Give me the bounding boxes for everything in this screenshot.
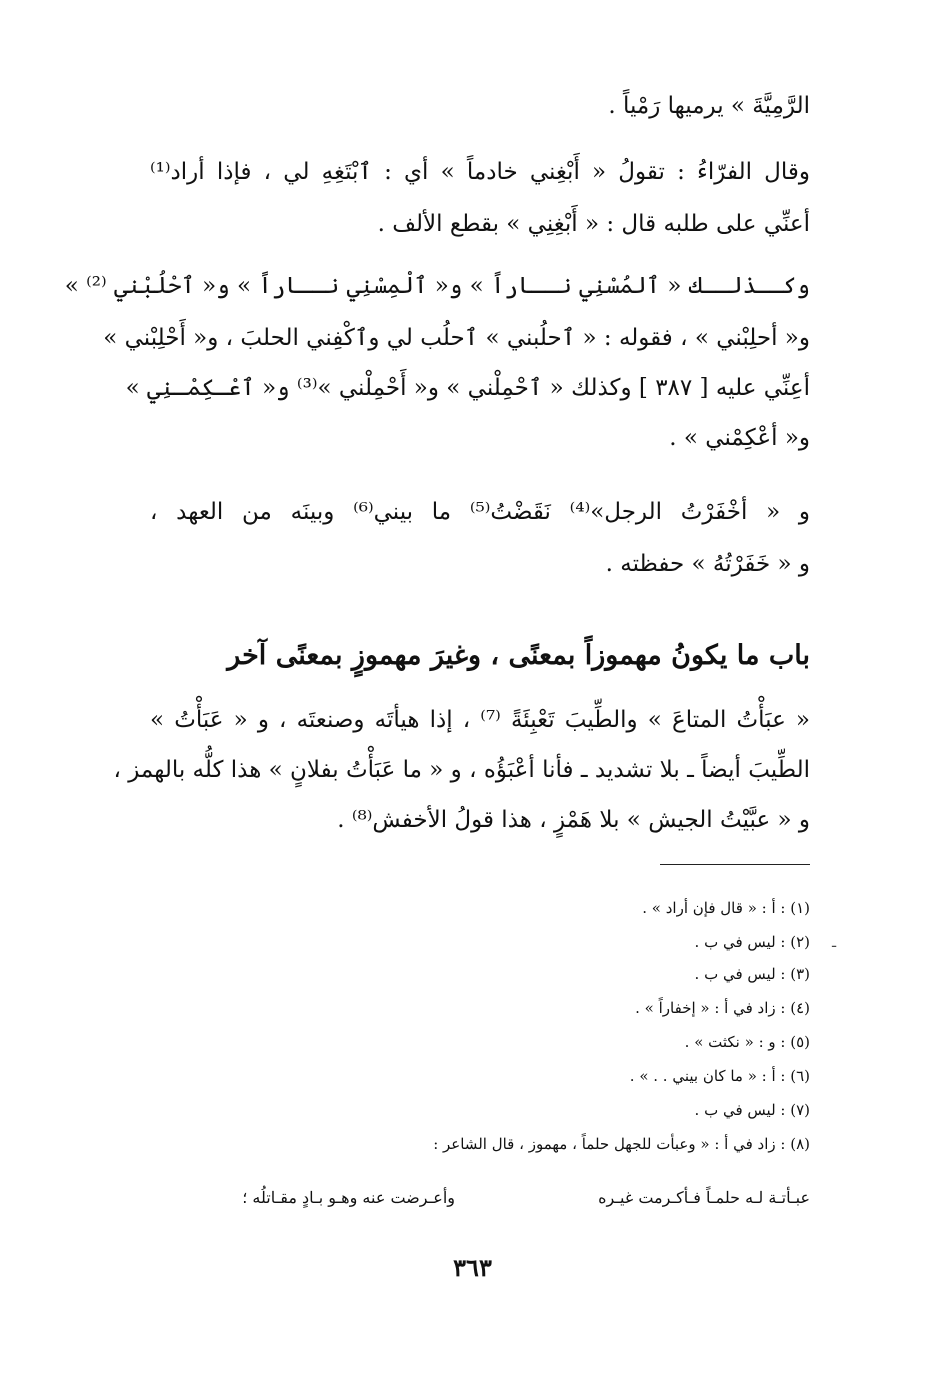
footnote-divider: [660, 864, 810, 865]
footnote: (٤) : زاد في أ : « إخفاراً » .: [635, 999, 810, 1017]
text-line: أعِنِّي عليه [ ٣٨٧ ] وكذلك « ٱحْمِلْني » و« أَحْمِلْني »⁽³⁾ و« ٱعْـكِمْـنِي »: [125, 375, 810, 401]
footnote: (٥) : و : « نكثت » .: [684, 1033, 810, 1051]
text-line: أعنِّي على طلبه قال : « أَبْغِنِي » بقطع الألف .: [377, 211, 810, 237]
margin-mark: ـ: [832, 935, 837, 951]
text-line: و« أحلِبْني » ، فقوله : « ٱحلُبني » ٱحلُب لي وٱكْفِني الحلبَ ، و« أَحْلِبْني »: [103, 325, 810, 351]
text-line: و « أخْفَرْتُ الرجل»⁽⁴⁾ نَقَضْتُ⁽⁵⁾ ما بيني⁽⁶⁾ وبينَه من العهد ،: [150, 499, 810, 525]
verse-hemistich-first: عبـأتـة لـه حلمـاً فـأكـرمت غيـره: [598, 1188, 810, 1207]
footnote: (٨) : زاد في أ : « وعبأت للجهل حلماً ، مهموز ، قال الشاعر :: [433, 1135, 810, 1153]
footnote: (٣) : ليس في ب .: [694, 965, 810, 983]
verse-hemistich-second: وأعـرضت عنه وهـو بـادٍ مقـاتلُه ؛: [242, 1188, 455, 1207]
page-number: ٣٦٣: [453, 1253, 492, 1282]
footnote: (٢) : ليس في ب .: [694, 933, 810, 951]
text-line: و« أعْكِمْني » .: [669, 425, 810, 451]
text-line: و « عبَّيْتُ الجيش » بلا هَمْزٍ ، هذا قولُ الأخفش⁽⁸⁾ .: [337, 807, 810, 833]
text-line: الرَّمِيَّةَ » يرميها رَمْياً .: [608, 93, 810, 119]
text-line: « عبَأْتُ المتاعَ » والطِّيبَ تَعْبِئَةً ⁽⁷⁾ ، إذا هيأتَه وصنعتَه ، و « عَبَأْتُ »: [150, 707, 810, 733]
footnote: (٦) : أ : « ما كان بيني . . » .: [629, 1067, 810, 1085]
footnote: (٧) : ليس في ب .: [694, 1101, 810, 1119]
text-line: الطِّيبَ أيضاً ـ بلا تشديد ـ فأنا أعْبَؤُه ، و « ما عَبَأْتُ بفلانٍ » هذا كلُّه بالهمز ،: [113, 757, 810, 783]
section-heading: باب ما يكونُ مهموزاً بمعنًى ، وغيرَ مهموزٍ بمعنًى آخر: [227, 640, 810, 671]
text-line: وقال الفرّاءُ : تقولُ « أَبْغِني خادماً » أي : ٱبْتَغِهِ لي ، فإذا أراد⁽¹⁾: [150, 159, 810, 185]
text-line: وكــذلــك « ٱلمُسْنِي نــاراً » و« ٱلْمِسْنِي نــاراً » و« ٱحْلُبْني ⁽²⁾ »: [64, 273, 810, 299]
footnote: (١) : أ : « قال فإن أراد » .: [642, 899, 810, 917]
text-line: و « خَفَرْتُهُ » حفظته .: [605, 551, 810, 577]
